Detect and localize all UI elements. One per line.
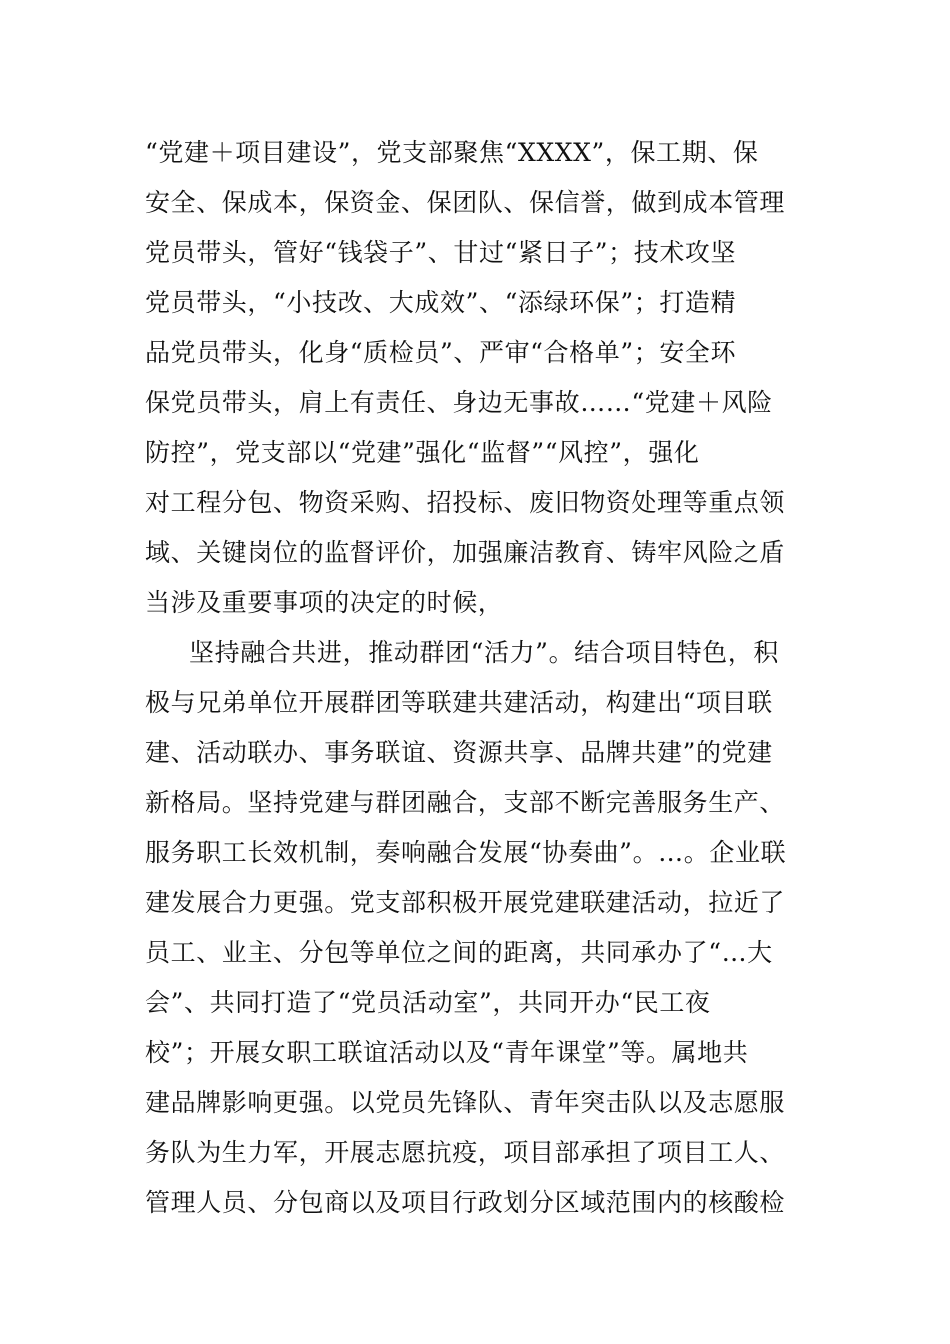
text-line: 保党员带头，肩上有责任、身边无事故……“党建＋风险 xyxy=(145,388,773,417)
text-line: 防控”，党支部以“党建”强化“监督”“风控”，强化 xyxy=(145,438,700,467)
text-line: 当涉及重要事项的决定的时候， xyxy=(145,588,504,617)
text-line: 域、关键岗位的监督评价，加强廉洁教育、铸牢风险之盾 xyxy=(145,538,786,567)
text-line: 会”、共同打造了“党员活动室”，共同开办“民工夜 xyxy=(145,988,711,1017)
text-line: 极与兄弟单位开展群团等联建共建活动，构建出“项目联 xyxy=(145,688,773,717)
text-line: 党员带头，“小技改、大成效”、“添绿环保”；打造精 xyxy=(145,288,737,317)
text-line: 建发展合力更强。党支部积极开展党建联建活动，拉近了 xyxy=(145,888,786,917)
text-line: 品党员带头，化身“质检员”、严审“合格单”；安全环 xyxy=(145,338,737,367)
text-line: 建、活动联办、事务联谊、资源共享、品牌共建”的党建 xyxy=(145,738,773,767)
text-line: 务队为生力军，开展志愿抗疫，项目部承担了项目工人、 xyxy=(145,1138,786,1167)
text-line: 校”；开展女职工联谊活动以及“青年课堂”等。属地共 xyxy=(145,1038,749,1067)
text-line: 对工程分包、物资采购、招投标、废旧物资处理等重点领 xyxy=(145,488,786,517)
text-line: 服务职工长效机制，奏响融合发展“协奏曲”。…。企业联 xyxy=(145,838,787,867)
text-line: 建品牌影响更强。以党员先锋队、青年突击队以及志愿服 xyxy=(145,1088,786,1117)
document-body xyxy=(145,128,810,1228)
text-line: 新格局。坚持党建与群团融合，支部不断完善服务生产、 xyxy=(145,788,786,817)
paragraph-start-line: 坚持融合共进，推动群团“活力”。结合项目特色，积 xyxy=(189,638,779,667)
text-line: “党建＋项目建设”，党支部聚焦“XXXX”，保工期、保 xyxy=(145,138,759,167)
text-line: 管理人员、分包商以及项目行政划分区域范围内的核酸检 xyxy=(145,1188,786,1217)
text-line: 党员带头，管好“钱袋子”、甘过“紧日子”；技术攻坚 xyxy=(145,238,737,267)
text-line: 员工、业主、分包等单位之间的距离，共同承办了“…大 xyxy=(145,938,773,967)
text-line: 安全、保成本，保资金、保团队、保信誉，做到成本管理 xyxy=(145,188,786,217)
